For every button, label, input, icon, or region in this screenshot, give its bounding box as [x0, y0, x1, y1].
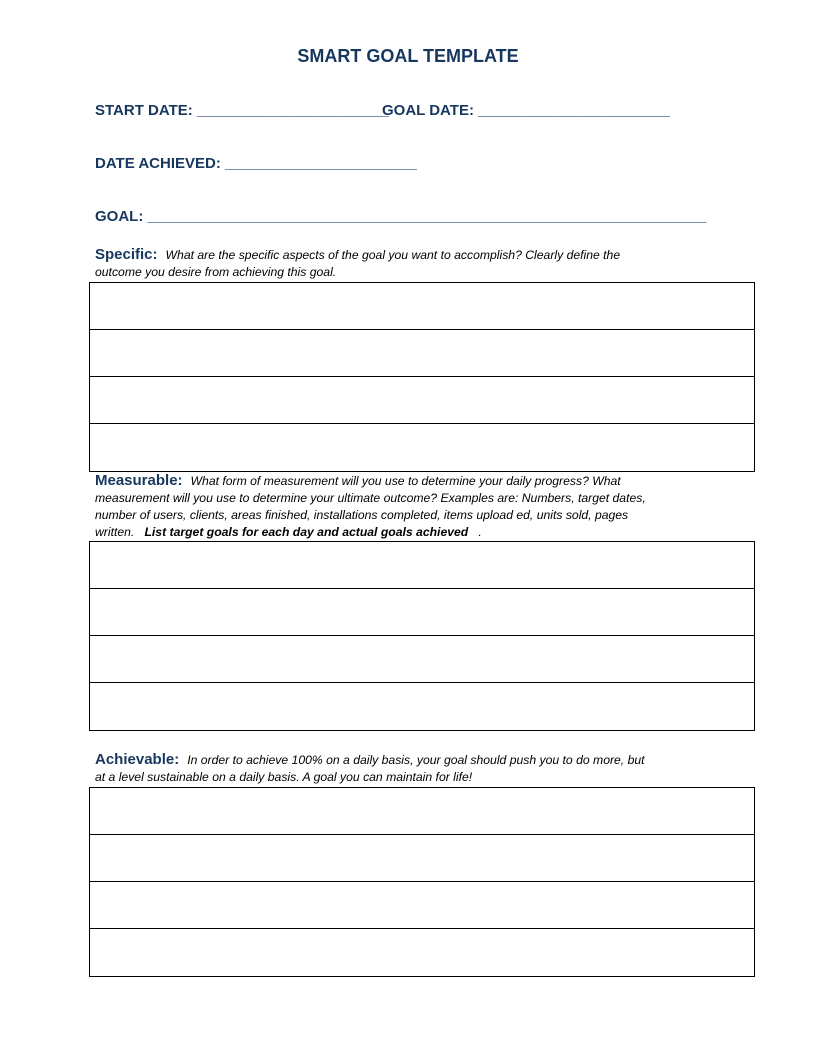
- specific-label: Specific:: [95, 246, 158, 263]
- table-row[interactable]: [90, 929, 754, 976]
- specific-desc-line2: outcome you desire from achieving this goal.: [95, 265, 337, 279]
- measurable-desc-line3: number of users, clients, areas finished, installations completed, items upload ed, units sold, pages: [95, 508, 629, 522]
- goal-date-line[interactable]: _______________________: [478, 102, 670, 119]
- table-row[interactable]: [90, 882, 754, 929]
- measurable-desc-line4: written.: [95, 525, 135, 539]
- page-title: SMART GOAL TEMPLATE: [297, 46, 519, 66]
- date-achieved-label: DATE ACHIEVED:: [95, 155, 221, 172]
- start-date-line[interactable]: _______________________: [196, 102, 389, 119]
- measurable-desc-line2: measurement will you use to determine your ultimate outcome? Examples are: Numbers, target dates,: [95, 491, 646, 505]
- goal-field: [95, 208, 706, 225]
- measurable-table: [89, 541, 755, 731]
- measurable-desc-line1: What form of measurement will you use to determine your daily progress? What: [190, 474, 621, 488]
- table-row[interactable]: [90, 683, 754, 730]
- achievable-label: Achievable:: [95, 751, 180, 768]
- table-row[interactable]: [90, 589, 754, 636]
- achievable-header: [95, 751, 705, 786]
- measurable-header: [95, 472, 705, 541]
- start-date-field: [95, 102, 389, 119]
- goal-date-field: [382, 102, 670, 119]
- table-row[interactable]: [90, 424, 754, 471]
- achievable-desc-line1: In order to achieve 100% on a daily basis, your goal should push you to do more, but: [187, 753, 645, 767]
- achievable-desc-line2: at a level sustainable on a daily basis. A goal you can maintain for life!: [95, 770, 473, 784]
- goal-label: GOAL:: [95, 208, 144, 225]
- table-row[interactable]: [90, 788, 754, 835]
- achievable-table: [89, 787, 755, 977]
- goal-date-label: GOAL DATE:: [382, 102, 474, 119]
- table-row[interactable]: [90, 377, 754, 424]
- date-achieved-field: [95, 155, 417, 172]
- measurable-desc-period: .: [478, 525, 482, 539]
- table-row[interactable]: [90, 835, 754, 882]
- table-row[interactable]: [90, 636, 754, 683]
- specific-desc-line1: What are the specific aspects of the goal you want to accomplish? Clearly define the: [165, 248, 621, 262]
- start-date-label: START DATE:: [95, 102, 193, 119]
- measurable-desc-emphasis: List target goals for each day and actual goals achieved: [144, 525, 469, 539]
- table-row[interactable]: [90, 542, 754, 589]
- specific-table: [89, 282, 755, 472]
- specific-header: [95, 246, 705, 281]
- measurable-label: Measurable:: [95, 472, 183, 489]
- table-row[interactable]: [90, 330, 754, 377]
- date-achieved-line[interactable]: _______________________: [225, 155, 417, 172]
- table-row[interactable]: [90, 283, 754, 330]
- goal-line[interactable]: ___________________________________________________________________: [147, 208, 707, 225]
